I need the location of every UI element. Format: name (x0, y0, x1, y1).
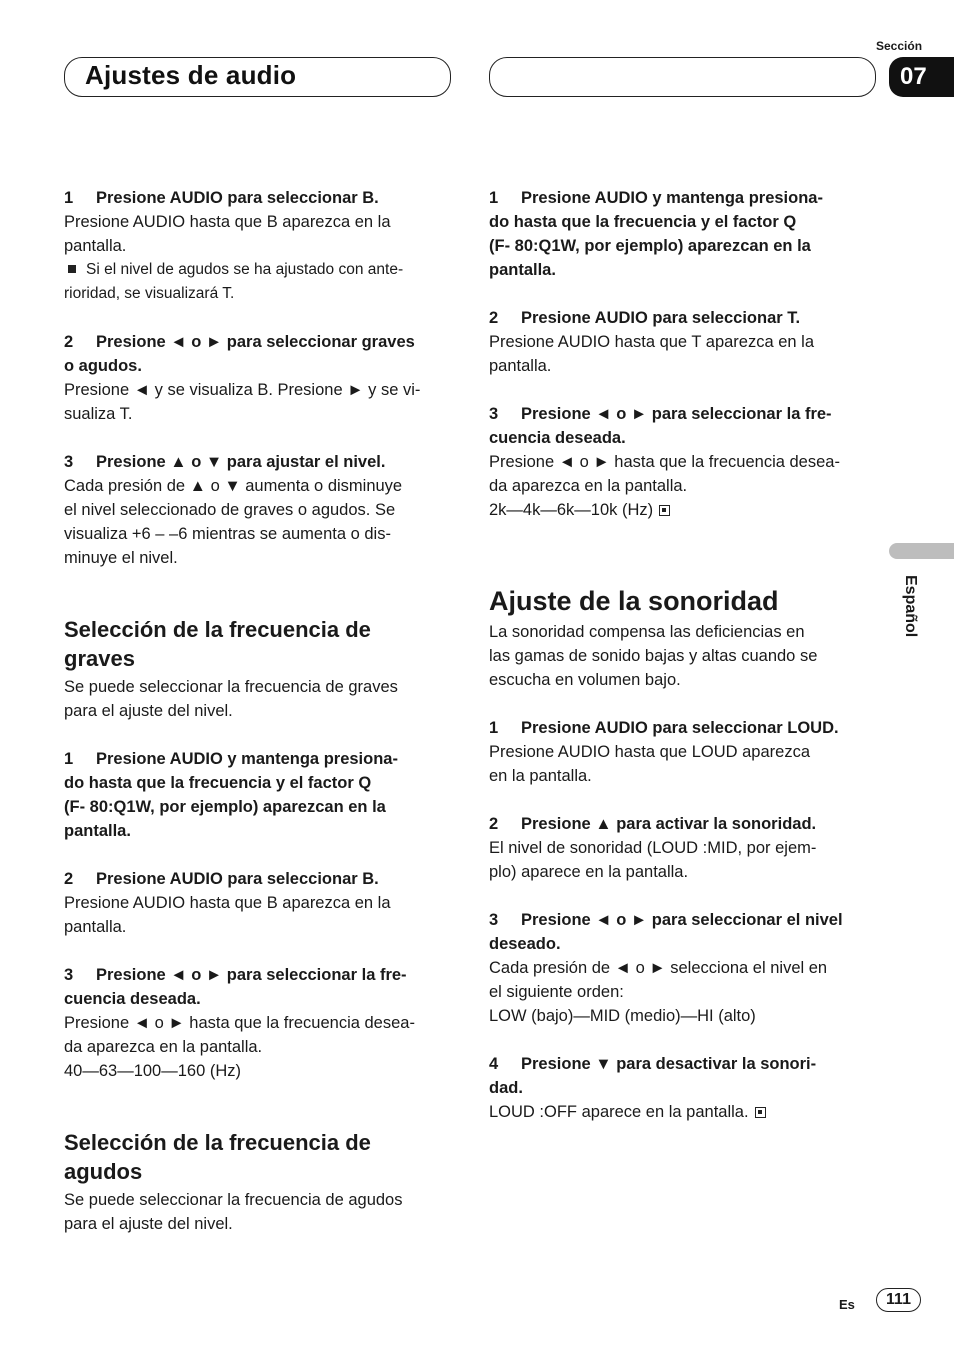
body-text: minuye el nivel. (64, 549, 178, 567)
step-heading: 1 Presione AUDIO y mantenga presiona- (489, 189, 823, 207)
header-right-frame (489, 57, 876, 97)
body-text: Presione AUDIO hasta que LOUD aparezca (489, 743, 811, 761)
body-text: sualiza T. (64, 405, 133, 423)
body-text: el nivel seleccionado de graves o agudos. Se (64, 501, 396, 519)
body-text: para el ajuste del nivel. (64, 702, 233, 720)
body-text: pantalla. (64, 237, 127, 255)
step-heading: 2 Presione ◄ o ► para seleccionar graves (64, 333, 415, 351)
body-text: plo) aparece en la pantalla. (489, 863, 689, 881)
body-text: da aparezca en la pantalla. (489, 477, 688, 495)
body-text: Se puede seleccionar la frecuencia de graves (64, 678, 398, 696)
body-text: Presione ◄ y se visualiza B. Presione ► y se vi- (64, 381, 421, 399)
step-heading: 1 Presione AUDIO para seleccionar B. (64, 189, 379, 207)
left-column (64, 186, 454, 1236)
note: rioridad, se visualizará T. (64, 285, 235, 302)
step-heading-cont: cuencia deseada. (64, 990, 201, 1008)
step-heading: 3 Presione ◄ o ► para seleccionar la fre- (64, 966, 407, 984)
body-text: Se puede seleccionar la frecuencia de agudos (64, 1191, 403, 1209)
step-heading-cont: o agudos. (64, 357, 142, 375)
step-heading: 3 Presione ◄ o ► para seleccionar la fre- (489, 405, 832, 423)
step-heading: 2 Presione ▲ para activar la sonoridad. (489, 815, 817, 833)
body-text: Presione ◄ o ► hasta que la frecuencia desea- (64, 1014, 415, 1032)
step-heading: 1 Presione AUDIO para seleccionar LOUD. (489, 719, 839, 737)
step-heading: 2 Presione AUDIO para seleccionar B. (64, 870, 379, 888)
step-heading: 3 Presione ◄ o ► para seleccionar el nivel (489, 911, 843, 929)
body-text: pantalla. (489, 357, 552, 375)
body-text: Presione AUDIO hasta que T aparezca en la (489, 333, 815, 351)
section-heading-bass: Selección de la frecuencia de graves (64, 617, 371, 671)
page-title: Ajustes de audio (85, 60, 297, 90)
frequency-list: 40—63—100—160 (Hz) (64, 1062, 242, 1080)
frequency-list: 2k—4k—6k—10k (Hz) (489, 498, 879, 522)
step-heading-cont: (F- 80:Q1W, por ejemplo) aparezcan en la (489, 237, 811, 255)
body-text: visualiza +6 – –6 mientras se aumenta o dis- (64, 525, 391, 543)
step-heading: 1 Presione AUDIO y mantenga presiona- (64, 750, 398, 768)
section-number-tab: 07 (889, 57, 954, 97)
end-of-section-icon (659, 505, 670, 516)
level-order: LOW (bajo)—MID (medio)—HI (alto) (489, 1007, 756, 1025)
body-text: en la pantalla. (489, 767, 592, 785)
end-of-section-icon (755, 1107, 766, 1118)
language-tab-bar (889, 543, 954, 559)
step-heading-cont: dad. (489, 1079, 523, 1097)
bullet-icon (68, 265, 76, 273)
step-heading: 3 Presione ▲ o ▼ para ajustar el nivel. (64, 453, 386, 471)
section-label: Sección (876, 39, 923, 53)
header-title-frame (64, 57, 451, 97)
body-text: para el ajuste del nivel. (64, 1215, 233, 1233)
body-text: Presione AUDIO hasta que B aparezca en la (64, 894, 391, 912)
footer-language-code: Es (839, 1297, 855, 1312)
body-text: La sonoridad compensa las deficiencias en (489, 623, 805, 641)
step-heading: 4 Presione ▼ para desactivar la sonori- (489, 1055, 817, 1073)
step-heading: 2 Presione AUDIO para seleccionar T. (489, 309, 801, 327)
body-text: las gamas de sonido bajas y altas cuando se (489, 647, 818, 665)
step-heading-cont: pantalla. (64, 822, 131, 840)
step-heading-cont: cuencia deseada. (489, 429, 626, 447)
section-heading-loudness: Ajuste de la sonoridad (489, 586, 779, 616)
body-text: Cada presión de ◄ o ► selecciona el nivel en (489, 959, 828, 977)
step-heading-cont: (F- 80:Q1W, por ejemplo) aparezcan en la (64, 798, 386, 816)
note: Si el nivel de agudos se ha ajustado con ante- (64, 258, 454, 282)
language-label: Español (902, 575, 919, 638)
page-number: 111 (876, 1288, 921, 1312)
body-text: Presione ◄ o ► hasta que la frecuencia desea- (489, 453, 840, 471)
body-text: LOUD :OFF aparece en la pantalla. (489, 1100, 879, 1124)
step-heading-cont: pantalla. (489, 261, 556, 279)
right-column (489, 186, 879, 1124)
body-text: pantalla. (64, 918, 127, 936)
step-heading-cont: do hasta que la frecuencia y el factor Q (64, 774, 372, 792)
body-text: el siguiente orden: (489, 983, 624, 1001)
step-heading-cont: deseado. (489, 935, 561, 953)
section-heading-treble: Selección de la frecuencia de agudos (64, 1130, 371, 1184)
body-text: El nivel de sonoridad (LOUD :MID, por ejem- (489, 839, 817, 857)
body-text: da aparezca en la pantalla. (64, 1038, 263, 1056)
body-text: escucha en volumen bajo. (489, 671, 681, 689)
step-heading-cont: do hasta que la frecuencia y el factor Q (489, 213, 797, 231)
body-text: Presione AUDIO hasta que B aparezca en la (64, 213, 391, 231)
body-text: Cada presión de ▲ o ▼ aumenta o disminuye (64, 477, 403, 495)
